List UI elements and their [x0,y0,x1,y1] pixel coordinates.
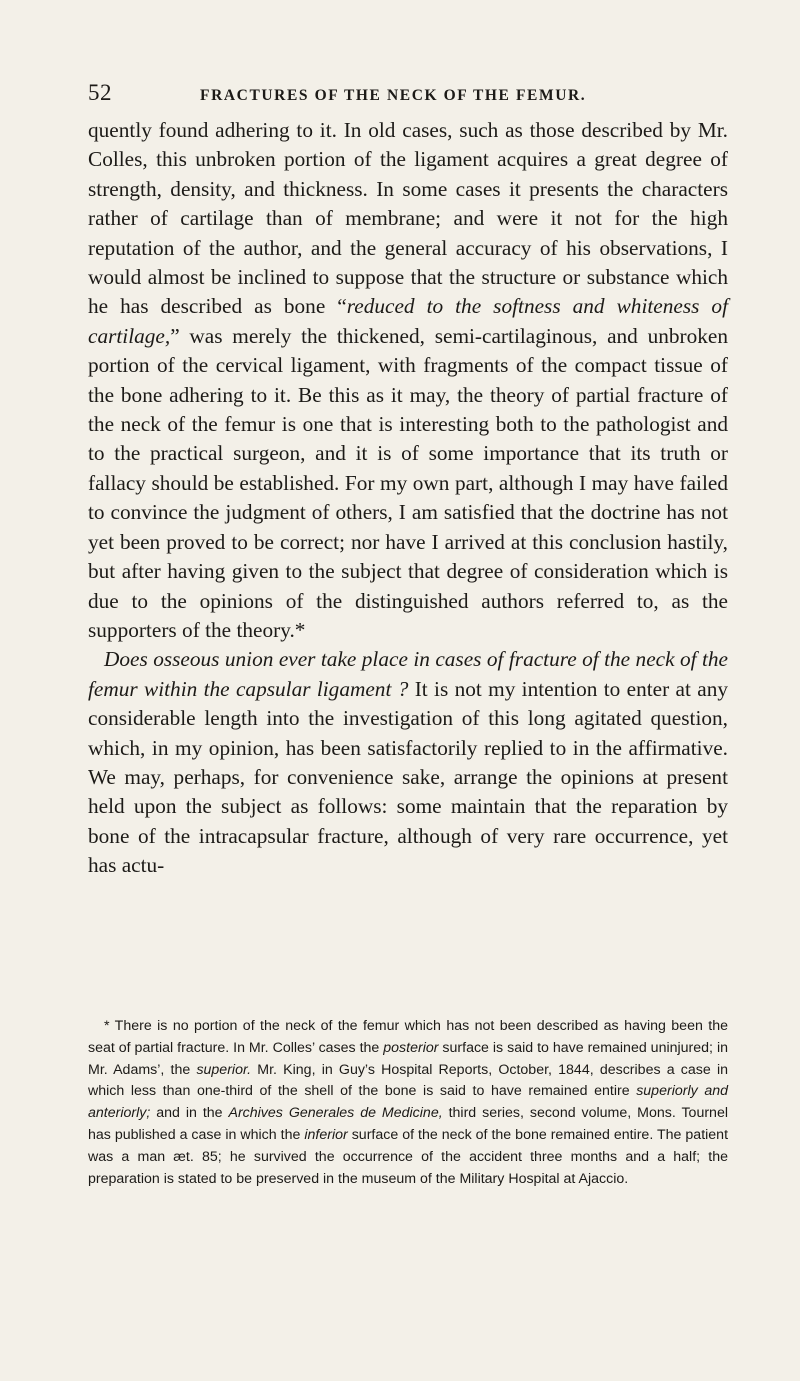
footnote-part: Mr. King, in Guy’s Hospital Reports, October, 1844, describes a case in which less than one-third of the shell of the bone is said to have remained entire [88,1061,728,1100]
page-number: 52 [88,80,112,105]
footnote-part: surface of the neck of the bone remained entire. The patient was a man æt. 85; he survived the occurrence of the accident three months and a half; the preparation is stated to be preserved in the museum of the Military Hospital at Ajaccio. [88,1126,729,1187]
paragraph-1-text-b: ” was merely the thickened, semi-cartilaginous, and unbroken portion of the cervical ligament, with fragments of the compact tissue of the bone adhering to it. Be this as it may, the theory of partial fracture of the neck of the femur is one that is interesting both to the pathologist and to the practical surgeon, and it is of some importance that its truth or fallacy should be established. For my own part, although I may have failed to convince the judgment of others, I am satisfied that the doctrine has not yet been proved to be correct; nor have I arrived at this conclusion hastily, but after having given to the subject that degree of consideration which is due to the opinions of the distinguished authors referred to, as the supporters of the theory.* [88,323,728,642]
page-header [88,80,738,110]
footnote-part: surface is said to have remained uninjured; in Mr. Adams’, the [88,1039,728,1078]
paragraph-2-text: It is not my intention to enter at any considerable length into the investigation of this long agitated question, which, in my opinion, has been satisfactorily replied to in the affirmative. We may, perhaps, for convenience sake, arrange the opinions at present held upon the subject as follows: some maintain that the reparation by bone of the intracapsular fracture, although of very rare occurrence, yet has actu- [88,676,728,878]
paragraph-1-quote: reduced to the softness and whiteness of cartilage, [88,294,728,348]
footnote-part: third series, second volume, Mons. Tournel has published a case in which the [88,1105,728,1143]
footnote-italic: inferior [304,1126,348,1143]
running-title: FRACTURES OF THE NECK OF THE FEMUR. [200,87,587,104]
paragraph-1-text-a: quently found adhering to it. In old cases, such as those described by Mr. Colles, this unbroken portion of the ligament acquires a great degree of strength, density, and thickness. In some cases it presents the characters rather of cartilage than of membrane; and were it not for the high reputation of the author, and the general accuracy of his observations, I would almost be inclined to suppose that the structure or substance which he has described as bone “ [88,118,728,319]
paragraph-2-question: Does osseous union ever take place in cases of fracture of the neck of the femur within the capsular ligament ? [88,647,728,701]
footnote-italic: superior. [196,1061,252,1078]
footnote [88,1016,728,1190]
footnote-italic: Archives Generales de Medicine, [228,1105,443,1122]
footnote-part: * There is no portion of the neck of the femur which has not been described as having been the seat of partial fracture. In Mr. Colles’ cases the [88,1018,728,1056]
footnote-text [88,1016,728,1190]
footnote-part: and in the [150,1105,229,1122]
footnote-italic: posterior [383,1039,439,1056]
paragraph-1 [88,116,728,645]
paragraph-2 [88,645,728,880]
main-text [88,116,728,881]
footnote-italic: superiorly and anteriorly; [88,1083,728,1122]
